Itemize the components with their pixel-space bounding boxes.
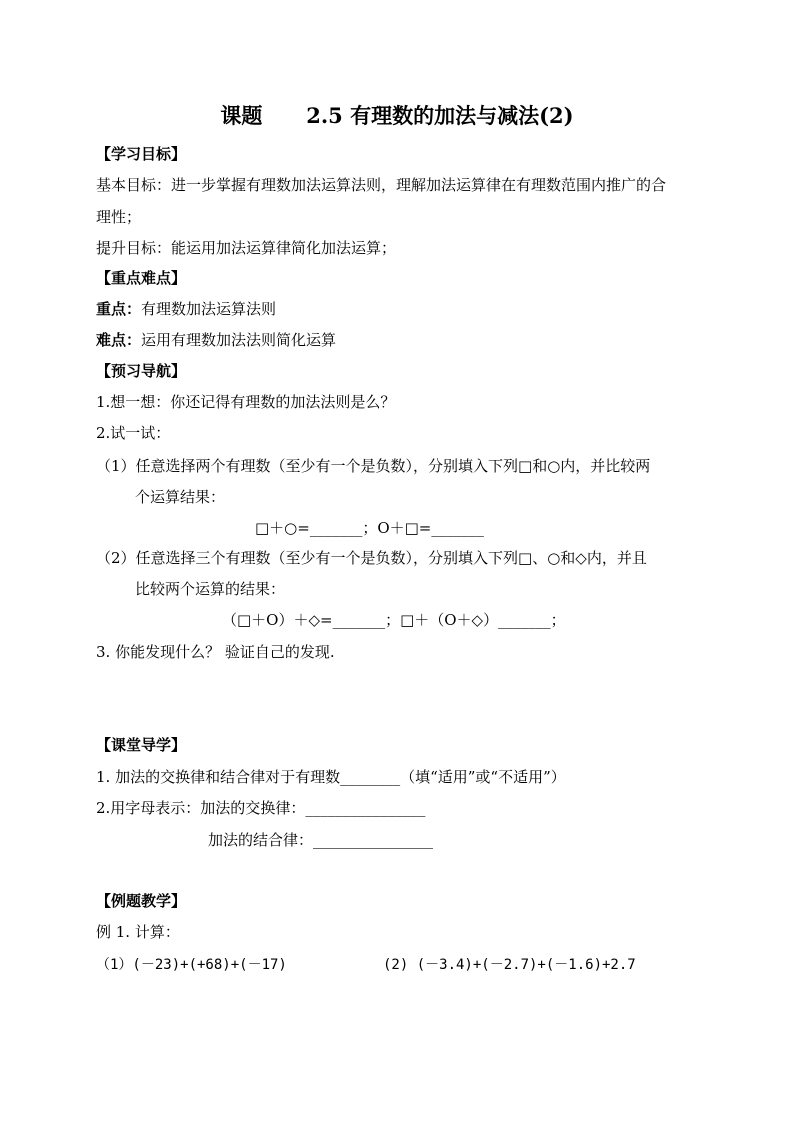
preview-q2-part1-line-1: （1）任意选择两个有理数（至少有一个是负数），分别填入下列□和○内，并比较两 — [96, 457, 651, 475]
section-heading-key-points: 【重点难点】 — [96, 269, 187, 287]
example-1-part-2: (2) (－3.4)+(－2.7)+(－1.6)+2.7 — [383, 957, 636, 973]
preview-q2-part2-line-2: 比较两个运算的结果： — [135, 580, 286, 598]
preview-q2-part2-formula: （□＋O）＋◇=_______；□＋（O＋◇）_______； — [222, 611, 566, 629]
preview-question-3: 3. 你能发现什么？ 验证自己的发现. — [96, 643, 335, 661]
difficult-point-label: 难点： — [96, 331, 142, 349]
section-heading-goals: 【学习目标】 — [96, 145, 187, 163]
preview-q2-part1-formula: □＋○=_______；O＋□=_______ — [255, 519, 484, 537]
preview-question-1: 1.想一想：你还记得有理数的加法法则是么？ — [96, 393, 396, 411]
key-point-text: 有理数加法运算法则 — [141, 300, 277, 318]
section-heading-examples: 【例题教学】 — [96, 892, 187, 910]
goal-advanced: 提升目标：能运用加法运算律简化加法运算； — [96, 239, 397, 257]
difficult-point-text: 运用有理数加法法则简化运算 — [141, 331, 337, 349]
goal-basic-line-2: 理性； — [96, 208, 142, 226]
key-point — [96, 299, 276, 319]
page-title: 课题 2.5 有理数的加法与减法(2) — [220, 103, 574, 128]
goal-basic-line-1: 基本目标：进一步掌握有理数加法运算法则，理解加法运算律在有理数范围内推广的合 — [96, 176, 667, 194]
section-heading-preview: 【预习导航】 — [96, 362, 187, 380]
key-point-label: 重点： — [96, 300, 142, 318]
example-1-part-1: （1）(－23)+(+68)+(－17) — [96, 957, 287, 973]
example-1-heading: 例 1. 计算： — [96, 923, 180, 941]
class-guide-question-1: 1. 加法的交换律和结合律对于有理数________（填“适用”或“不适用”） — [96, 768, 566, 786]
class-guide-question-2-associative: 加法的结合律：________________ — [208, 831, 434, 849]
preview-q2-part1-line-2: 个运算结果： — [135, 488, 226, 506]
preview-question-2: 2.试一试： — [96, 424, 171, 442]
difficult-point — [96, 330, 336, 350]
section-heading-class-guide: 【课堂导学】 — [96, 736, 187, 754]
preview-q2-part2-line-1: （2）任意选择三个有理数（至少有一个是负数），分别填入下列□、○和◇内，并且 — [96, 549, 647, 567]
class-guide-question-2-commutative: 2.用字母表示：加法的交换律：________________ — [96, 799, 426, 817]
